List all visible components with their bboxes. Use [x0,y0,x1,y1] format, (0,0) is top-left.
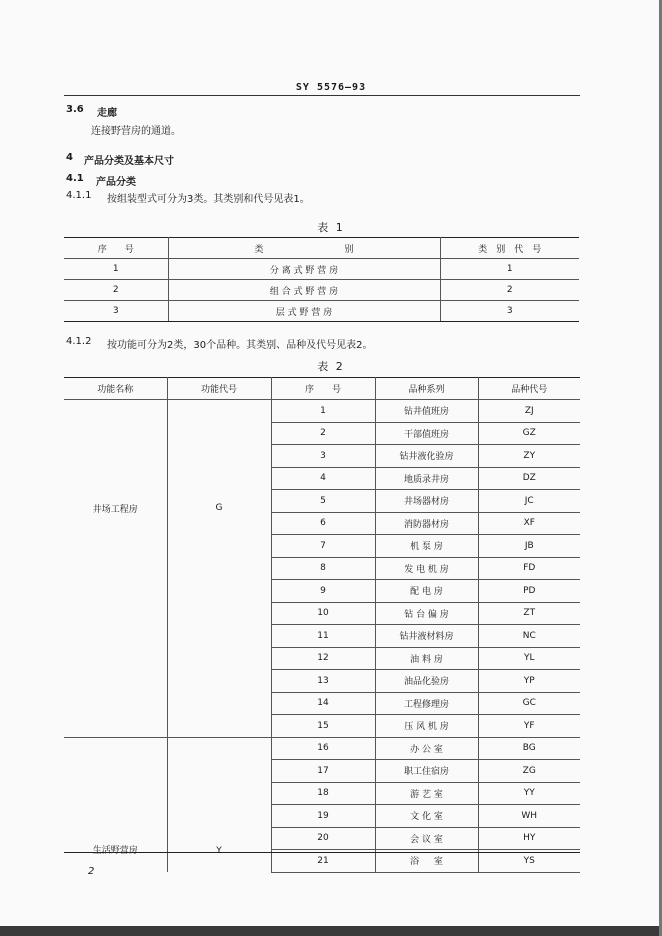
row-number-cell: 21 [271,850,375,873]
standard-code-header: SY 5576—93 [295,82,367,93]
table-2-header-cell: 品种代号 [478,378,580,400]
table-row [64,280,579,301]
table-cell: 3 [64,301,168,322]
row-number-cell: 17 [271,760,375,783]
row-number-cell: 13 [271,670,375,693]
row-number-cell: 15 [271,715,375,738]
variety-series-cell: 钻井液化验房 [375,445,478,468]
variety-series-cell: 钻井液材料房 [375,625,478,648]
variety-code-cell: ZJ [478,400,580,423]
section-4-1-1-text: 按组装型式可分为3类。其类别和代号见表1。 [107,194,310,205]
row-number-cell: 18 [271,782,375,805]
variety-series-cell: 办 公 室 [375,737,478,760]
variety-code-cell: FD [478,557,580,580]
row-number-cell: 19 [271,805,375,828]
variety-series-cell: 浴 室 [375,850,478,873]
section-4-1-2-number: 4.1.2 [66,336,92,347]
variety-series-cell: 文 化 室 [375,805,478,828]
function-name-cell: 生活野营房 [64,737,167,872]
variety-series-cell: 配 电 房 [375,580,478,603]
table-1-header-cell: 序 号 [64,238,168,259]
row-number-cell: 5 [271,490,375,513]
variety-code-cell: HY [478,827,580,850]
variety-series-cell: 油 料 房 [375,647,478,670]
variety-series-cell: 消防器材房 [375,512,478,535]
table-row [64,400,580,423]
variety-series-cell: 干部值班房 [375,422,478,445]
variety-series-cell: 机 泵 房 [375,535,478,558]
table-2 [64,377,580,873]
table-cell: 2 [64,280,168,301]
variety-code-cell: ZY [478,445,580,468]
section-3-6-number: 3.6 [66,104,84,115]
section-4-1-number: 4.1 [66,173,84,184]
variety-code-cell: JC [478,490,580,513]
section-4-title: 产品分类及基本尺寸 [84,156,174,167]
table-cell: 分 离 式 野 营 房 [168,259,440,280]
row-number-cell: 6 [271,512,375,535]
variety-code-cell: ZT [478,602,580,625]
scan-edge-bar [0,926,662,936]
section-4-1-title: 产品分类 [96,177,136,188]
row-number-cell: 8 [271,557,375,580]
variety-code-cell: DZ [478,467,580,490]
variety-code-cell: YP [478,670,580,693]
section-4-1-1-number: 4.1.1 [66,190,92,201]
table-cell: 层 式 野 营 房 [168,301,440,322]
variety-series-cell: 发 电 机 房 [375,557,478,580]
table-2-caption: 表 2 [317,360,345,373]
row-number-cell: 4 [271,467,375,490]
variety-series-cell: 职工住宿房 [375,760,478,783]
table-cell: 3 [440,301,579,322]
variety-code-cell: YY [478,782,580,805]
variety-series-cell: 会 议 室 [375,827,478,850]
variety-code-cell: YS [478,850,580,873]
table-row [64,301,579,322]
row-number-cell: 9 [271,580,375,603]
table-cell: 1 [440,259,579,280]
row-number-cell: 2 [271,422,375,445]
row-number-cell: 16 [271,737,375,760]
table-2-header-cell: 序 号 [271,378,375,400]
variety-series-cell: 地质录井房 [375,467,478,490]
table-row [64,737,580,760]
function-code-cell: G [167,400,271,738]
table-cell: 2 [440,280,579,301]
row-number-cell: 3 [271,445,375,468]
table-2-header-cell: 功能代号 [167,378,271,400]
variety-code-cell: GC [478,692,580,715]
variety-code-cell: BG [478,737,580,760]
table-2-header-row [64,378,580,400]
page-bottom-rule [64,852,580,853]
variety-series-cell: 压 风 机 房 [375,715,478,738]
header-rule [64,95,580,96]
variety-code-cell: YF [478,715,580,738]
row-number-cell: 1 [271,400,375,423]
table-1-header-row [64,238,579,259]
page-number: 2 [88,866,95,877]
table-row [64,259,579,280]
variety-code-cell: XF [478,512,580,535]
row-number-cell: 7 [271,535,375,558]
variety-code-cell: ZG [478,760,580,783]
variety-code-cell: GZ [478,422,580,445]
variety-series-cell: 工程修理房 [375,692,478,715]
table-1-header-cell: 类 别 代 号 [440,238,579,259]
function-code-cell: Y [167,737,271,872]
table-1-header-cell: 类 别 [168,238,440,259]
table-cell: 1 [64,259,168,280]
variety-code-cell: YL [478,647,580,670]
row-number-cell: 11 [271,625,375,648]
section-3-6-title: 走廊 [97,108,117,119]
variety-code-cell: JB [478,535,580,558]
section-4-1-2-text: 按功能可分为2类，30个品种。其类别、品种及代号见表2。 [107,340,373,351]
row-number-cell: 12 [271,647,375,670]
variety-code-cell: WH [478,805,580,828]
table-2-header-cell: 品种系列 [375,378,478,400]
section-4-number: 4 [66,152,73,163]
variety-series-cell: 游 艺 室 [375,782,478,805]
table-1-caption: 表 1 [317,221,345,234]
variety-code-cell: NC [478,625,580,648]
row-number-cell: 10 [271,602,375,625]
variety-series-cell: 油品化验房 [375,670,478,693]
variety-series-cell: 钻 台 偏 房 [375,602,478,625]
variety-code-cell: PD [478,580,580,603]
variety-series-cell: 钻井值班房 [375,400,478,423]
section-3-6-body: 连接野营房的通道。 [91,126,181,137]
table-2-header-cell: 功能名称 [64,378,167,400]
table-cell: 组 合 式 野 营 房 [168,280,440,301]
row-number-cell: 20 [271,827,375,850]
row-number-cell: 14 [271,692,375,715]
variety-series-cell: 井场器材房 [375,490,478,513]
table-1 [64,237,579,322]
function-name-cell: 井场工程房 [64,400,167,738]
